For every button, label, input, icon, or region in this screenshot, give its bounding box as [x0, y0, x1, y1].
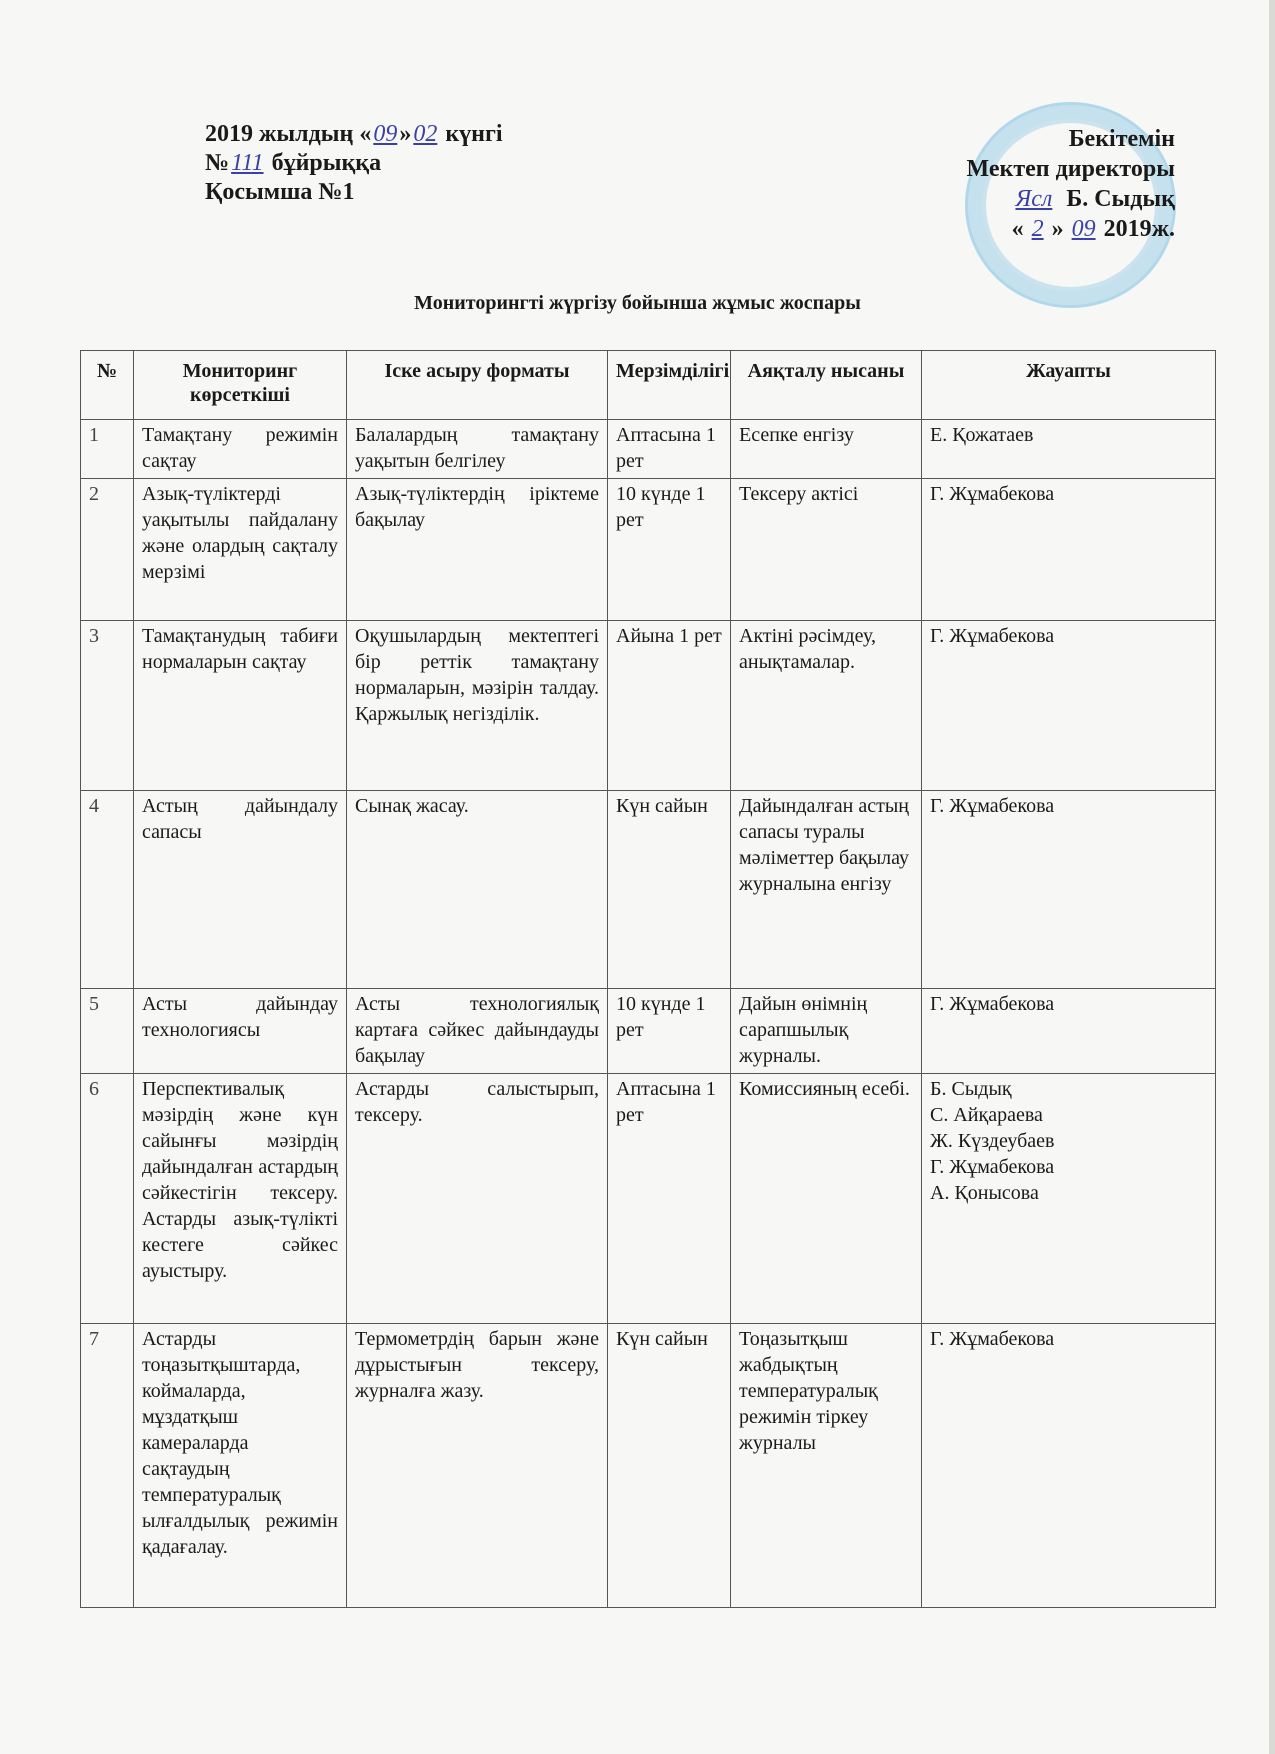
header-indicator: Мониторинг көрсеткіші: [134, 351, 347, 420]
table-row: [81, 479, 1216, 621]
row-responsible: Г. Жұмабекова: [922, 791, 1216, 989]
table-row: [81, 1074, 1216, 1324]
signature: Ясл: [1015, 186, 1053, 212]
row-responsible: Г. Жұмабекова: [922, 1324, 1216, 1608]
order-day: 09: [373, 121, 398, 147]
row-completion: Тексеру актісі: [731, 479, 922, 621]
header-format: Іске асыру форматы: [347, 351, 608, 420]
order-reference: [205, 120, 503, 207]
row-indicator: Тамақтану режимін сақтау: [134, 420, 347, 479]
page-edge: [1269, 0, 1275, 1754]
header-responsible: Жауапты: [922, 351, 1216, 420]
row-number: 2: [81, 479, 134, 621]
row-number: 3: [81, 621, 134, 791]
approval-date: « 2 » 09 2019ж.: [1011, 216, 1175, 242]
row-completion: Дайындалған астың сапасы туралы мәліметтер бақылау журналына енгізу: [731, 791, 922, 989]
director-name: Б. Сыдық: [1066, 186, 1175, 212]
header-period: Мерзімділігі: [608, 351, 731, 420]
row-responsible: Г. Жұмабекова: [922, 989, 1216, 1074]
row-format: Асты технологиялық картаға сәйкес дайындауды бақылау: [347, 989, 608, 1074]
row-completion: Тоңазытқыш жабдықтың температуралық режимін тіркеу журналы: [731, 1324, 922, 1608]
table-row: [81, 989, 1216, 1074]
row-period: Күн сайын: [608, 791, 731, 989]
row-completion: Актіні рәсімдеу, анықтамалар.: [731, 621, 922, 791]
row-period: Аптасына 1 рет: [608, 1074, 731, 1324]
row-number: 7: [81, 1324, 134, 1608]
row-responsible: Б. Сыдық С. Айқараева Ж. Күздеубаев Г. Жұмабекова А. Қонысова: [922, 1074, 1216, 1324]
row-period: 10 күнде 1 рет: [608, 479, 731, 621]
row-indicator: Астың дайындалу сапасы: [134, 791, 347, 989]
appendix-label: Қосымша №1: [205, 179, 355, 205]
row-format: Сынақ жасау.: [347, 791, 608, 989]
approval-title: Бекітемін: [1068, 126, 1175, 152]
approval-signature-line: [967, 184, 1175, 214]
table-row: [81, 791, 1216, 989]
row-period: Күн сайын: [608, 1324, 731, 1608]
row-period: Айына 1 рет: [608, 621, 731, 791]
table-header-row: [81, 351, 1216, 420]
row-number: 1: [81, 420, 134, 479]
row-indicator: Тамақтанудың табиғи нормаларын сақтау: [134, 621, 347, 791]
order-number: 111: [231, 150, 264, 176]
row-format: Оқушылардың мектептегі бір реттік тамақтану нормаларын, мәзірін талдау. Қаржылық негізділік.: [347, 621, 608, 791]
row-number: 6: [81, 1074, 134, 1324]
row-format: Балалардың тамақтану уақытын белгілеу: [347, 420, 608, 479]
row-indicator: Азық-түліктерді уақытылы пайдалану және олардың сақталу мерзімі: [134, 479, 347, 621]
row-responsible: Г. Жұмабекова: [922, 621, 1216, 791]
row-responsible: Г. Жұмабекова: [922, 479, 1216, 621]
row-indicator: Перспективалық мәзірдің және күн сайынғы мәзірдің дайындалған астардың сәйкестігін тексеру. Астарды азық-түлікті кестеге сәйкес ауыстыру.: [134, 1074, 347, 1324]
approval-year: 2019ж.: [1103, 216, 1175, 242]
document-title: Мониторингті жүргізу бойынша жұмыс жоспары: [414, 292, 861, 314]
approval-block: [967, 124, 1175, 244]
table-row: [81, 420, 1216, 479]
header-number: №: [81, 351, 134, 420]
approval-day: 2: [1031, 216, 1044, 242]
approval-month: 09: [1071, 216, 1096, 242]
row-completion: Дайын өнімнің сарапшылық журналы.: [731, 989, 922, 1074]
table-row: [81, 1324, 1216, 1608]
row-number: 4: [81, 791, 134, 989]
row-completion: Есепке енгізу: [731, 420, 922, 479]
row-format: Азық-түліктердің іріктеме бақылау: [347, 479, 608, 621]
header-completion: Аяқталу нысаны: [731, 351, 922, 420]
order-month: 02: [413, 121, 438, 147]
row-format: Термометрдің барын және дұрыстығын тексеру, журналға жазу.: [347, 1324, 608, 1608]
row-completion: Комиссияның есебі.: [731, 1074, 922, 1324]
row-indicator: Асты дайындау технологиясы: [134, 989, 347, 1074]
row-indicator: Астарды тоңазытқыштарда, коймаларда, мұздатқыш камераларда сақтаудың температуралық ылғалдылық режимін қадағалау.: [134, 1324, 347, 1608]
order-number-line: №111 бұйрыққа: [205, 150, 382, 176]
row-format: Астарды салыстырып, тексеру.: [347, 1074, 608, 1324]
table-row: [81, 621, 1216, 791]
row-period: 10 күнде 1 рет: [608, 989, 731, 1074]
row-responsible: Е. Қожатаев: [922, 420, 1216, 479]
monitoring-plan-table: [80, 350, 1216, 1608]
row-number: 5: [81, 989, 134, 1074]
approval-position: Мектеп директоры: [966, 156, 1175, 182]
row-period: Аптасына 1 рет: [608, 420, 731, 479]
order-date-line: 2019 жылдың «09»02 күнгі: [205, 121, 503, 147]
